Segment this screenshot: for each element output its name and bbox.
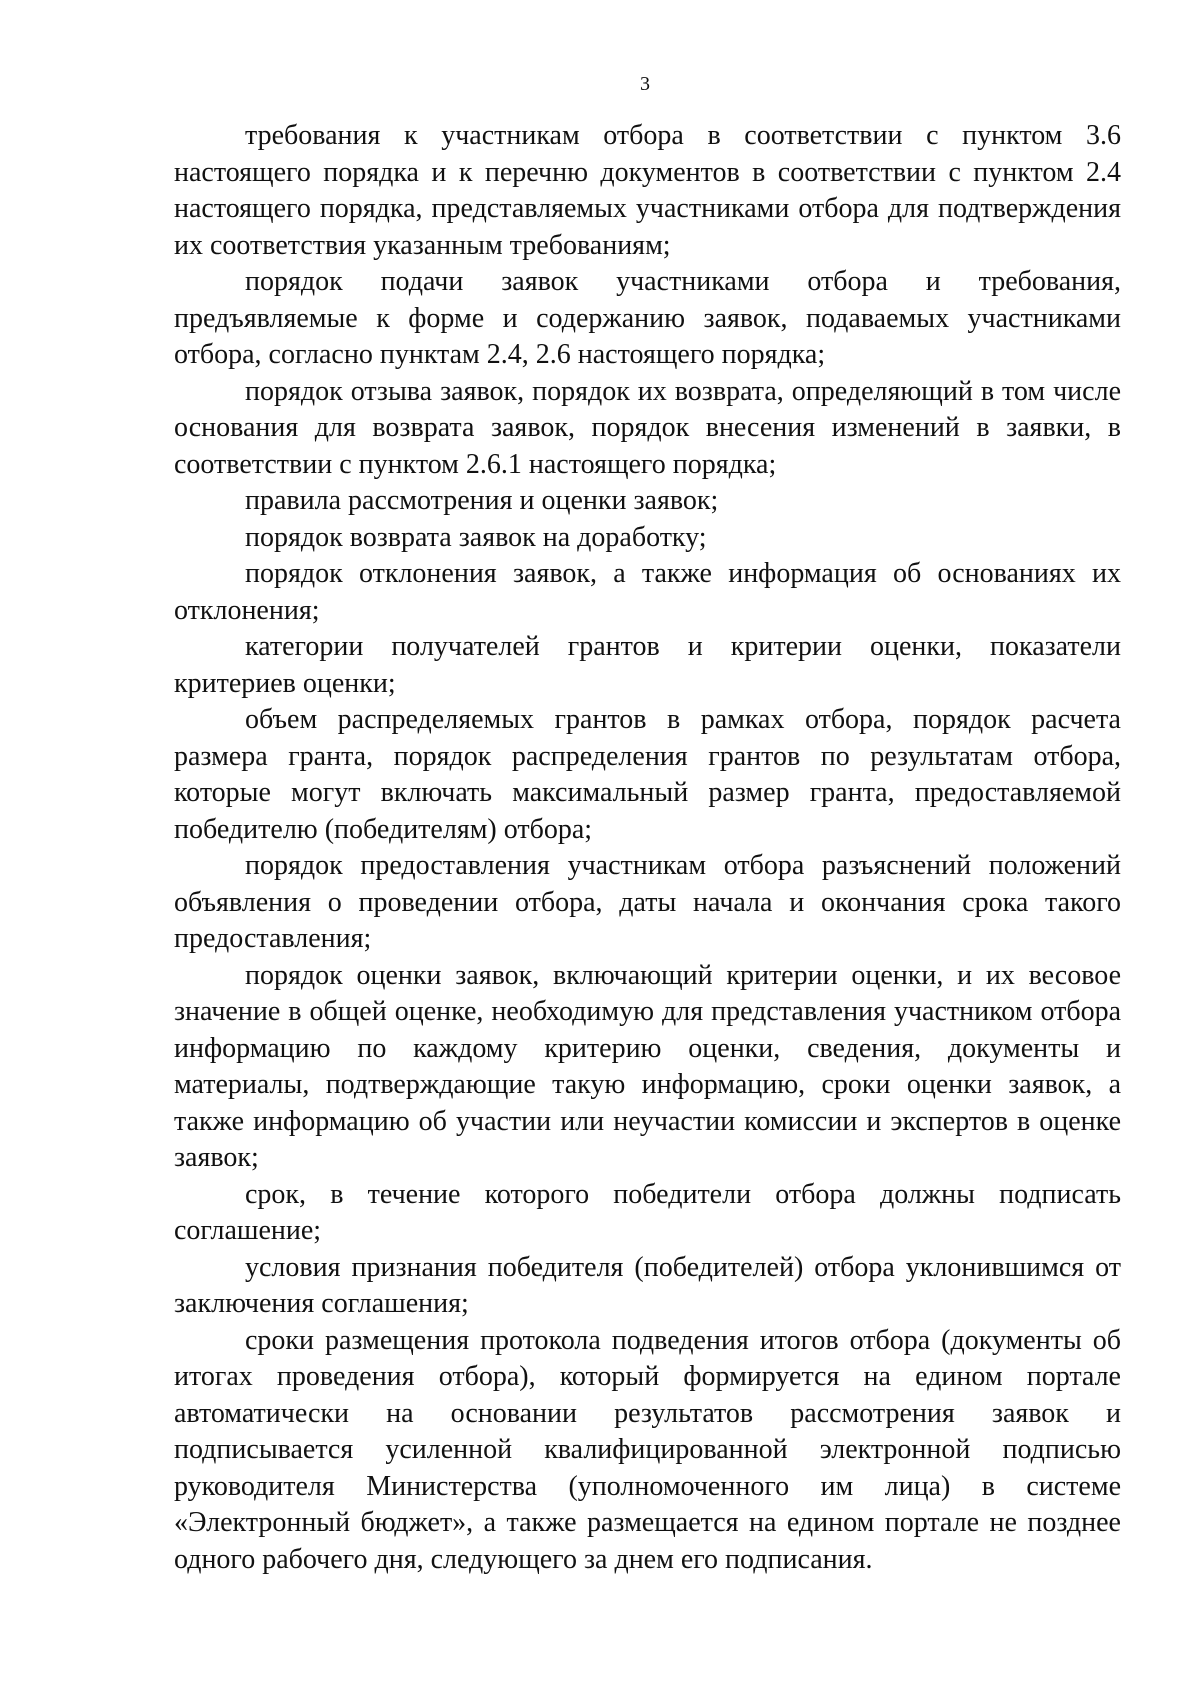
paragraph: требования к участникам отбора в соответствии с пунктом 3.6 настоящего порядка и к перечню документов в соответствии с пунктом 2.4 настоящего порядка, представляемых участниками отбора для подтверждения их соответствия указанным требованиям; — [174, 120, 1121, 261]
paragraph: порядок оценки заявок, включающий критерии оценки, и их весовое значение в общей оценке, необходимую для представления участником отбора информацию по каждому критерию оценки, сведения, документы и материалы, подтверждающие такую информацию, сроки оценки заявок, а также информацию об участии или неучастии комиссии и экспертов в оценке заявок; — [174, 959, 1121, 1173]
paragraph: срок, в течение которого победители отбора должны подписать соглашение; — [174, 1178, 1121, 1246]
page-number: 3 — [640, 73, 650, 95]
paragraph: порядок возврата заявок на доработку; — [245, 521, 707, 553]
paragraph: условия признания победителя (победителей) отбора уклонившимся от заключения соглашения; — [174, 1251, 1121, 1319]
paragraph: категории получателей грантов и критерии оценки, показатели критериев оценки; — [174, 631, 1121, 699]
paragraph: порядок предоставления участникам отбора разъяснений положений объявления о проведении отбора, даты начала и окончания срока такого предоставления; — [174, 850, 1121, 954]
paragraph: сроки размещения протокола подведения итогов отбора (документы об итогах проведения отбора), который формируется на едином портале автоматически на основании результатов рассмотрения заявок и подписывается усиленной квалифицированной электронной подписью руководителя Министерства (уполномоченного им лица) в системе «Электронный бюджет», а также размещается на едином портале не позднее одного рабочего дня, следующего за днем его подписания. — [174, 1324, 1121, 1575]
document-body — [174, 118, 1121, 1578]
paragraph: правила рассмотрения и оценки заявок; — [245, 485, 719, 516]
paragraph: объем распределяемых грантов в рамках отбора, порядок расчета размера гранта, порядок распределения грантов по результатам отбора, которые могут включать максимальный размер гранта, предоставляемой победителю (победителям) отбора; — [174, 704, 1121, 845]
paragraph: порядок отзыва заявок, порядок их возврата, определяющий в том числе основания для возврата заявок, порядок внесения изменений в заявки, в соответствии с пунктом 2.6.1 настоящего порядка; — [174, 375, 1121, 480]
paragraph: порядок подачи заявок участниками отбора и требования, предъявляемые к форме и содержанию заявок, подаваемых участниками отбора, согласно пунктам 2.4, 2.6 настоящего порядка; — [174, 266, 1121, 370]
paragraph: порядок отклонения заявок, а также информация об основаниях их отклонения; — [174, 558, 1121, 626]
